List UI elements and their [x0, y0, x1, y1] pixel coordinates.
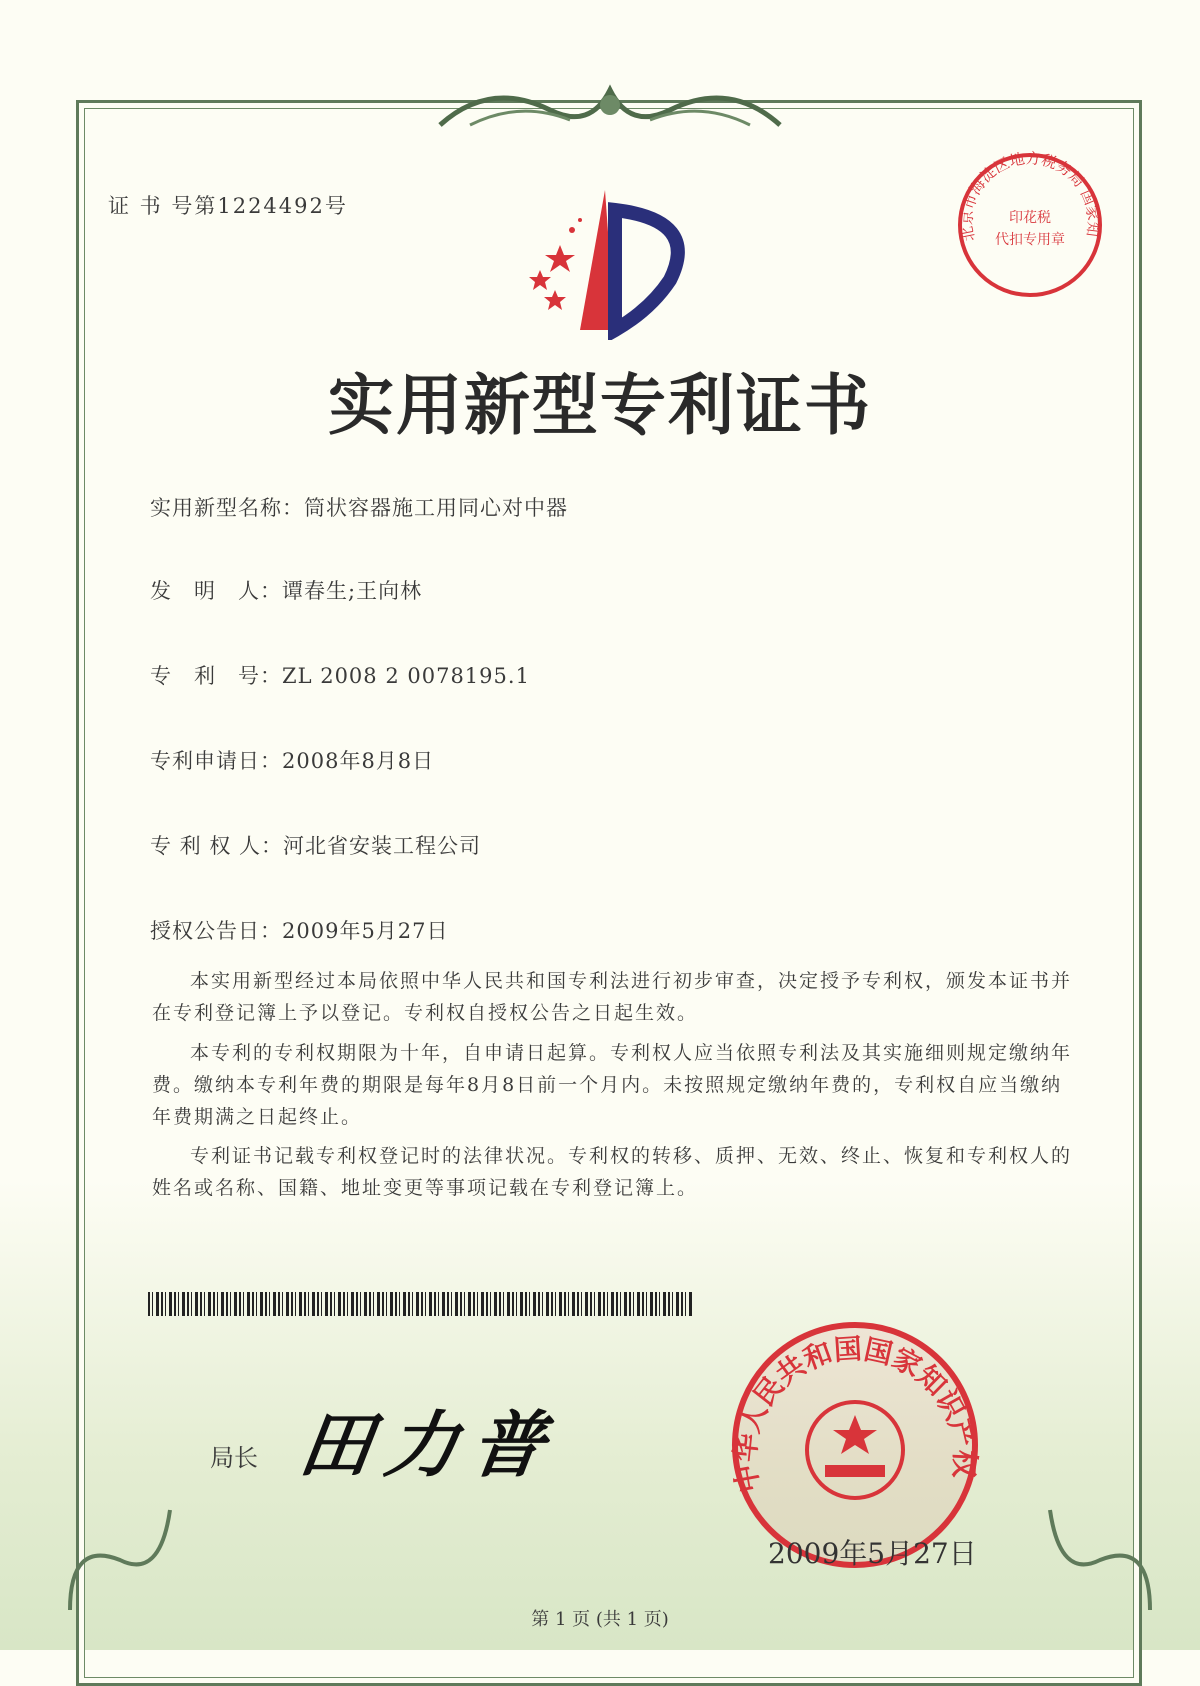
field-value: 筒状容器施工用同心对中器 [304, 496, 568, 520]
field-label: 实用新型名称： [150, 496, 304, 520]
field-inventor [150, 575, 422, 605]
barcode [148, 1292, 693, 1316]
field-application-date [150, 745, 434, 775]
top-ornament-icon [430, 70, 790, 140]
tax-stamp [955, 150, 1105, 300]
field-value: 谭春生;王向林 [282, 579, 423, 603]
field-label: 发 明 人： [150, 579, 282, 603]
field-label: 专 利 号： [150, 664, 282, 688]
field-value: 2008年8月8日 [282, 749, 435, 773]
field-label: 专 利 权 人： [150, 834, 284, 858]
field-value: 河北省安装工程公司 [283, 834, 482, 858]
field-value: ZL 2008 2 0078195.1 [282, 664, 530, 688]
svg-text:北京市海淀区地方税务局 国家知识产权局 [955, 150, 1102, 243]
field-label: 授权公告日： [150, 919, 282, 943]
field-utility-model-name [150, 492, 568, 522]
seal-date: 2009年5月27日 [768, 1537, 977, 1570]
field-patent-number [150, 660, 530, 690]
certificate-number: 证 书 号第1224492号 [108, 194, 348, 218]
corner-ornament-icon [1040, 1500, 1160, 1620]
certificate-title: 实用新型专利证书 [328, 366, 872, 444]
page-number: 第 1 页 (共 1 页) [531, 1609, 669, 1630]
director-title: 局长 [210, 1444, 258, 1472]
field-value: 2009年5月27日 [282, 919, 449, 943]
field-label: 专利申请日： [150, 749, 282, 773]
field-patentee [150, 830, 481, 860]
corner-ornament-icon [60, 1500, 180, 1620]
field-grant-date [150, 915, 449, 945]
paragraph-legal-status: 专利证书记载专利权登记时的法律状况。专利权的转移、质押、无效、终止、恢复和专利权人的姓名或名称、国籍、地址变更等事项记载在专利登记簿上。 [152, 1145, 1073, 1199]
director-signature [294, 1395, 565, 1495]
patent-office-logo-icon [520, 190, 710, 340]
paragraph-term: 本专利的专利权期限为十年，自申请日起算。专利权人应当依照专利法及其实施细则规定缴纳年费。缴纳本专利年费的期限是每年8月8日前一个月内。未按照规定缴纳年费的，专利权自应当缴纳年费期满之日起终止。 [152, 1042, 1073, 1128]
paragraph-grant: 本实用新型经过本局依照中华人民共和国专利法进行初步审查，决定授予专利权，颁发本证书并在专利登记簿上予以登记。专利权自授权公告之日起生效。 [152, 970, 1073, 1024]
director-name: 田力普 [294, 1402, 565, 1487]
tax-stamp-center-line1: 印花税 [1009, 210, 1051, 226]
seal-text: 中华人民共和国国家知识产权 [730, 1332, 980, 1496]
tax-stamp-ring-icon [955, 150, 1105, 300]
tax-stamp-ring-text: 北京市海淀区地方税务局 国家知 [957, 150, 1103, 243]
tax-stamp-center-line2: 代扣专用章 [995, 232, 1065, 248]
